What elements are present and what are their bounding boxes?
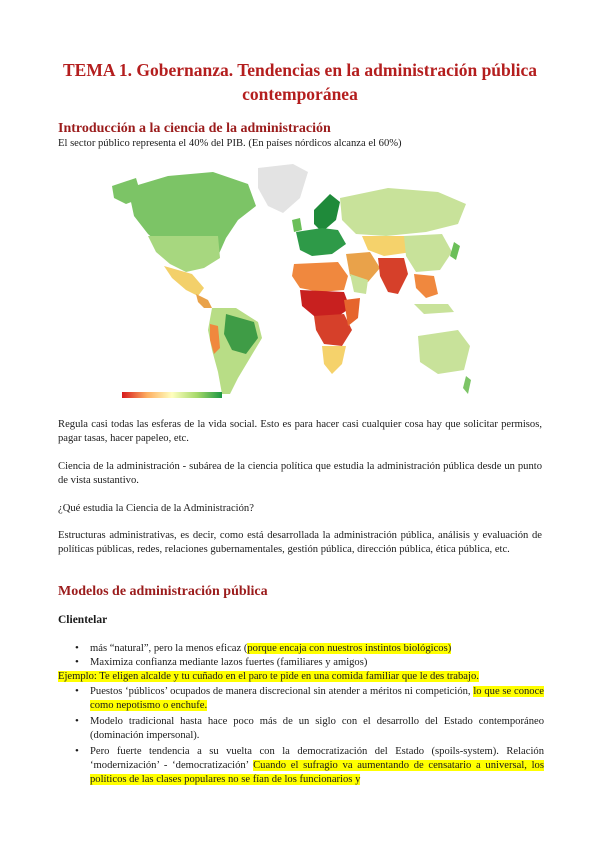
section-heading-models: Modelos de administración pública bbox=[58, 584, 268, 599]
map-north-africa bbox=[292, 262, 348, 292]
world-map-figure bbox=[108, 158, 472, 404]
paragraph-question: ¿Qué estudia la Ciencia de la Administración? bbox=[58, 503, 254, 514]
bullet-list-b bbox=[58, 685, 544, 786]
paragraph-estructuras: Estructuras administrativas, es decir, como está desarrollada la administración pública, análisis y evaluación de políticas públicas, redes, relaciones gubernamentales, gestión pública, dirección pública, ética pública, etc. bbox=[58, 530, 542, 556]
intro-lead-text: El sector público representa el 40% del PIB. (En países nórdicos alcanza el 60%) bbox=[58, 138, 402, 149]
paragraph-ciencia-admin: Ciencia de la administración - subárea de la ciencia política que estudia la administración pública desde un punto de vista sustantivo. bbox=[58, 461, 542, 487]
map-legend-gradient bbox=[122, 392, 222, 398]
paragraph-regula: Regula casi todas las esferas de la vida social. Esto es para hacer casi cualquier cosa hay que solicitar permisos, pagar tasas, hacer papeleo, etc. bbox=[58, 419, 542, 445]
bullet-list-a bbox=[58, 642, 544, 669]
list-item: • Modelo tradicional hasta hace poco más de un siglo con el desarrollo del Estado contemporáneo (dominación impersonal). bbox=[58, 715, 544, 742]
subheading-clientelar: Clientelar bbox=[58, 614, 108, 626]
list-item: • Pero fuerte tendencia a su vuelta con la democratización del Estado (spoils-system). Relación ‘modernización’ - ‘democratización’ Cuando el sufragio va aumentando de censatario a universal, los políticos de las clases populares no se fían de los funcionarios y bbox=[58, 745, 544, 786]
page-title: TEMA 1. Gobernanza. Tendencias en la administración pública contemporánea bbox=[62, 60, 538, 104]
list-item: • Maximiza confianza mediante lazos fuertes (familiares y amigos) bbox=[58, 656, 544, 670]
list-item: • más “natural”, pero la menos eficaz (porque encaja con nuestros instintos biológicos) bbox=[58, 642, 544, 656]
example-line: Ejemplo: Te eligen alcalde y tu cuñado en el paro te pide en una comida familiar que le des trabajo. bbox=[58, 671, 479, 682]
list-item: • Puestos ‘públicos’ ocupados de manera discrecional sin atender a méritos ni competición, lo que se conoce como nepotismo o enchufe. bbox=[58, 685, 544, 712]
section-heading-intro: Introducción a la ciencia de la administración bbox=[58, 121, 331, 136]
